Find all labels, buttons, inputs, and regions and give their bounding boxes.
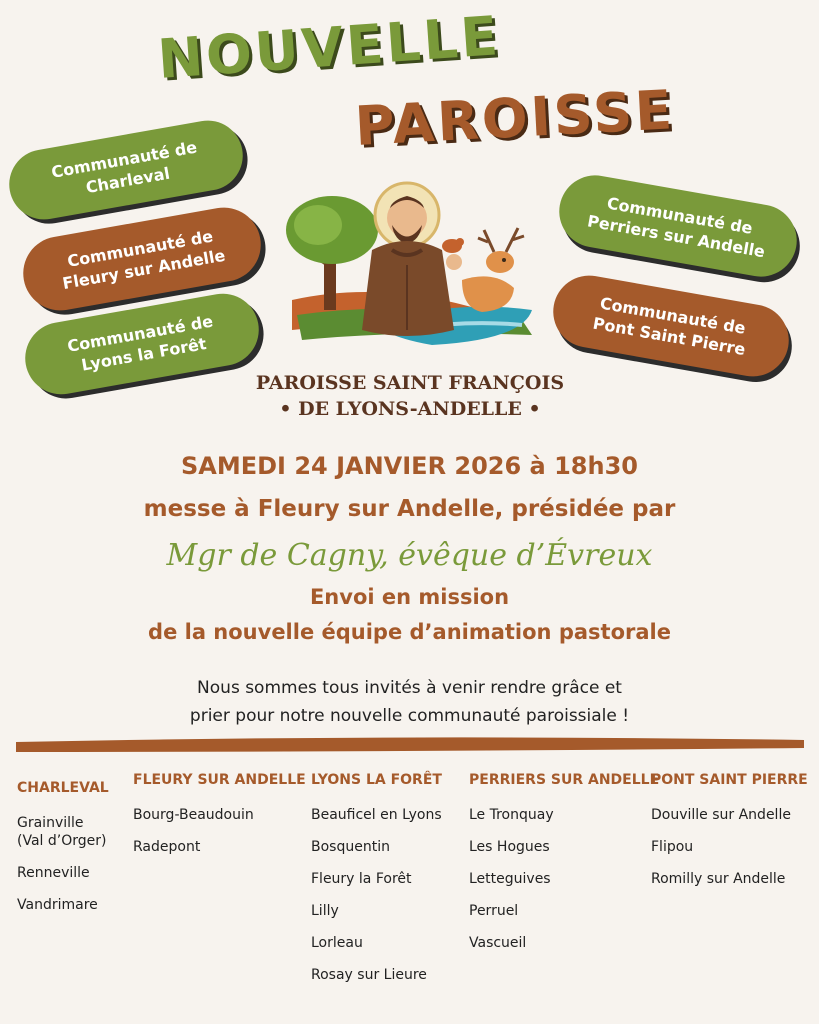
village-name: Les Hogues <box>469 839 550 855</box>
village-name: Perruel <box>469 903 519 919</box>
village-name: Flipou <box>651 839 694 855</box>
invitation-line1: Nous sommes tous invités à venir rendre grâce et <box>197 678 622 698</box>
village-name: Renneville <box>17 865 90 881</box>
event-envoi-line1: Envoi en mission <box>309 585 510 609</box>
village-name: Radepont <box>133 839 201 855</box>
village-name: Vascueil <box>469 935 527 951</box>
column-lyons <box>311 772 466 998</box>
column-title: PERRIERS SUR ANDELLE <box>469 772 660 788</box>
pill-label: Communauté de Perriers sur Andelle <box>585 193 767 262</box>
village-name: Rosay sur Lieure <box>311 967 427 983</box>
title-nouvelle: NOUVELLE <box>155 4 503 91</box>
column-pont-saint-pierre <box>651 772 811 902</box>
pill-label: Communauté de Lyons la Forêt <box>65 311 215 375</box>
column-title: FLEURY SUR ANDELLE <box>133 772 306 788</box>
column-perriers <box>469 772 660 966</box>
village-name: Romilly sur Andelle <box>651 871 786 887</box>
title-paroisse: PAROISSE <box>353 78 677 158</box>
pill-label: Communauté de Charleval <box>49 137 199 198</box>
event-date: SAMEDI 24 JANVIER 2026 à 18h30 <box>180 452 638 480</box>
parish-name: PAROISSE SAINT FRANÇOIS • DE LYONS-ANDELLE • <box>255 372 565 420</box>
column-title: CHARLEVAL <box>17 780 109 796</box>
divider-stroke <box>0 730 819 760</box>
village-name: Le Tronquay <box>469 807 554 823</box>
pill-label: Communauté de Fleury sur Andelle <box>61 226 227 294</box>
event-mass: messe à Fleury sur Andelle, présidée par <box>143 496 676 522</box>
village-name: Grainville (Val d’Orger) <box>17 815 107 849</box>
column-title: LYONS LA FORÊT <box>311 772 442 788</box>
village-name: Lilly <box>311 903 339 919</box>
column-fleury <box>133 772 308 870</box>
village-name: Bosquentin <box>311 839 390 855</box>
event-envoi-line2: de la nouvelle équipe d’animation pastorale <box>148 620 671 644</box>
village-name: Beauficel en Lyons <box>311 807 442 823</box>
pill-label: Communauté de Pont Saint Pierre <box>591 293 748 360</box>
column-charleval <box>17 780 132 928</box>
invitation-line2: prier pour notre nouvelle communauté paroissiale ! <box>189 706 630 726</box>
village-name: Letteguives <box>469 871 551 887</box>
village-name: Lorleau <box>311 935 363 951</box>
village-name: Douville sur Andelle <box>651 807 791 823</box>
event-bishop: Mgr de Cagny, évêque d’Évreux <box>166 538 653 573</box>
village-name: Vandrimare <box>17 897 98 913</box>
column-title: PONT SAINT PIERRE <box>651 772 808 788</box>
village-name: Fleury la Forêt <box>311 871 412 887</box>
village-name: Bourg-Beaudouin <box>133 807 254 823</box>
